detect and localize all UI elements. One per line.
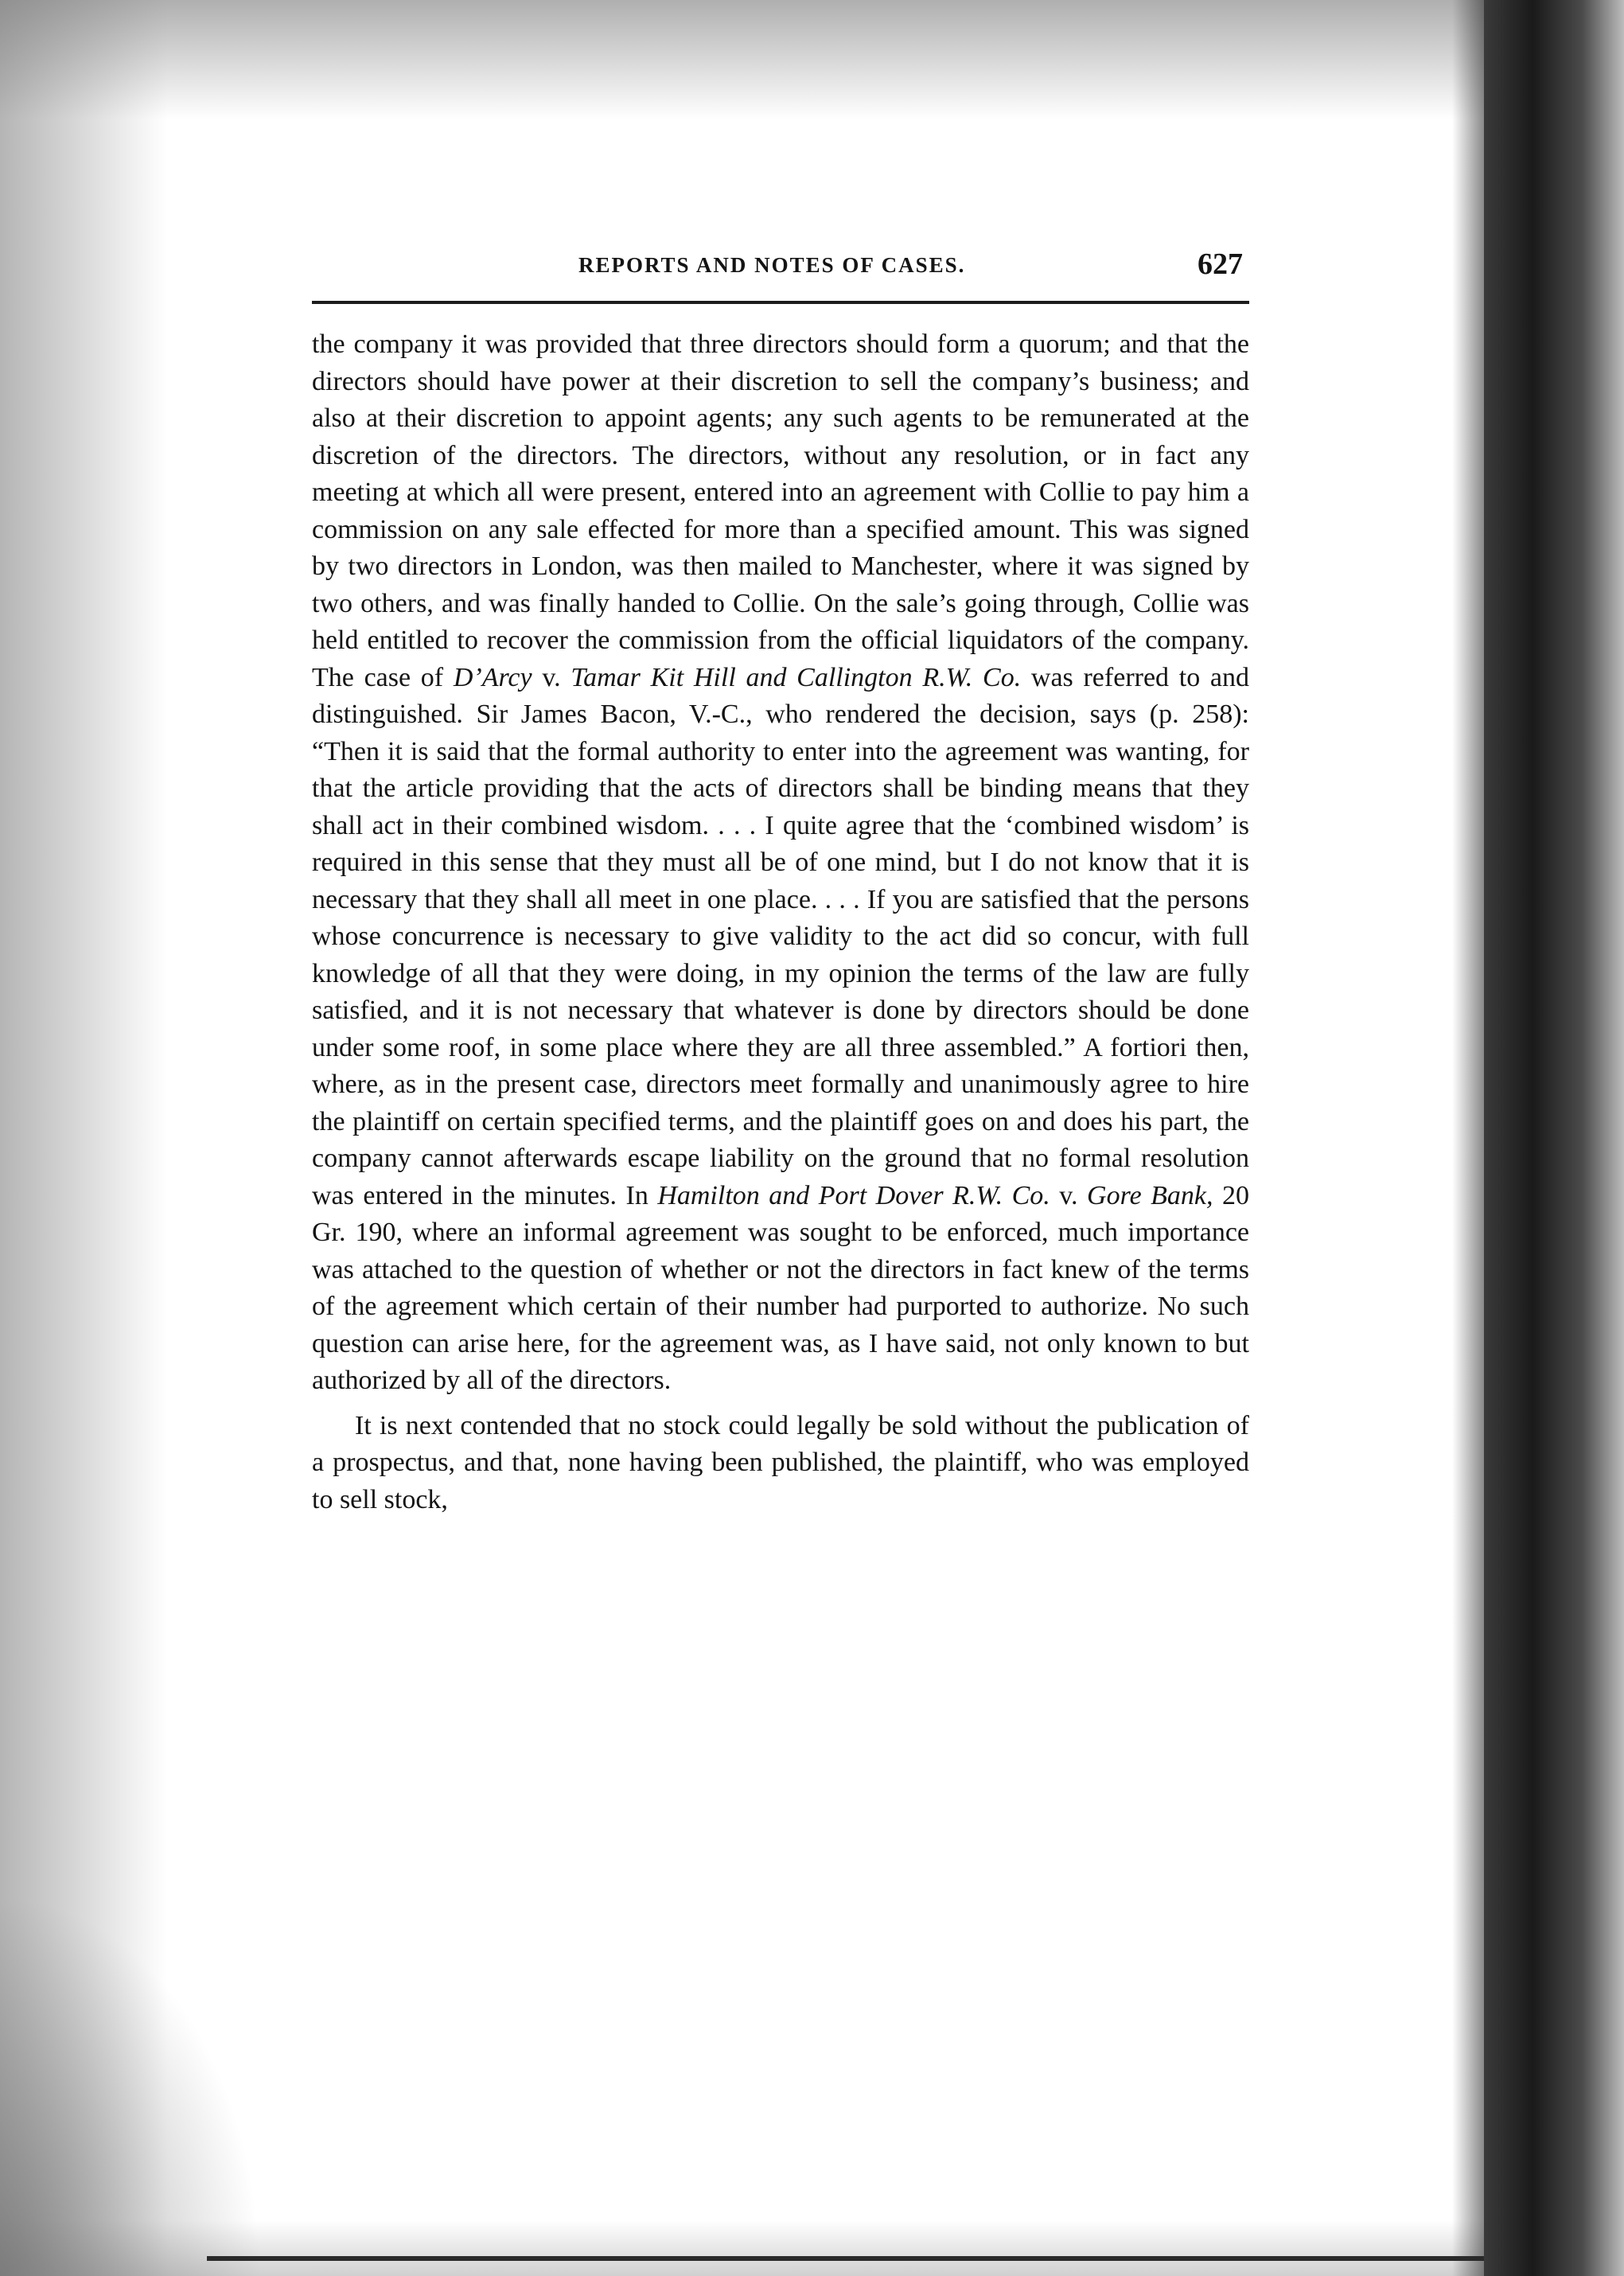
text-segment: It is next contended that no stock could legally be sold without the publication of a prospectus, and that, none having been published, the plaintiff, who was employed to sell stock, [312,1410,1249,1514]
text-segment: was referred to and distinguished. Sir James Bacon, V.-C., who rendered the decision, says (p. 258): “Then it is said that the formal authority to enter into the agreement was wanting, for that the article providing that the acts of directors shall be binding means that they shall act in their combined wisdom. . . . I quite agree that the ‘combined wisdom’ is required in this sense that they must all be of one mind, but I do not know that it is necessary that they shall all meet in one place. . . . If you are satisfied that the persons whose concurrence is necessary to give validity to the act did so concur, with full knowledge of all that they were doing, in my opinion the terms of the law are fully satisfied, and it is not necessary that whatever is done by directors should be done under some roof, in some place where they are all three assembled.” A fortiori then, where, as in the present case, directors meet formally and unanimously agree to hire the plaintiff on certain specified terms, and the plaintiff goes on and does his part, the company cannot afterwards escape liability on the ground that no formal resolution was entered in the minutes. In [312,662,1249,1210]
page-number: 627 [1198,247,1243,281]
text-segment: v. [532,662,571,692]
case-name-italic: Tamar Kit Hill and Callington R.W. Co. [571,662,1022,692]
text-segment: 20 Gr. 190, where an informal agreement was sought to be enforced, much importance was attached to the question of whether or not the directors in fact knew of the terms of the agreement which certain of their number had purported to authorize. No such question can arise here, for the agreement was, as I have said, not only known to but authorized by all of the directors. [312,1180,1250,1395]
paragraph-1 [312,326,1249,1400]
running-head [312,247,1249,285]
text-segment: v. [1050,1180,1088,1210]
running-head-title: REPORTS AND NOTES OF CASES. [578,253,966,277]
paragraph-2 [312,1408,1249,1519]
case-name-italic: D’Arcy [453,662,532,692]
case-name-italic: Hamilton and Port Dover R.W. Co. [657,1180,1050,1210]
scan-book-edge [1484,0,1624,2276]
scan-shadow-left-lower [0,1894,263,2276]
scan-bottom-fade [0,2220,1624,2276]
scan-shadow-top [0,0,1624,119]
text-segment: the company it was provided that three directors should form a quorum; and that the directors should have power at their discretion to sell the company’s business; and also at their discretion to appoint agents; any such agents to be remunerated at the discretion of the directors. The directors, without any resolution, or in fact any meeting at which all were present, entered into an agreement with Collie to pay him a commission on any sale effected for more than a specified amount. This was signed by two directors in London, was then mailed to Manchester, where it was signed by two others, and was finally handed to Collie. On the sale’s going through, Collie was held entitled to recover the commission from the official liquidators of the company. The case of [312,329,1249,692]
scan-bottom-edge [207,2256,1484,2261]
header-rule [312,301,1249,304]
body-text [312,326,1249,1518]
case-name-italic: Gore Bank, [1087,1180,1213,1210]
